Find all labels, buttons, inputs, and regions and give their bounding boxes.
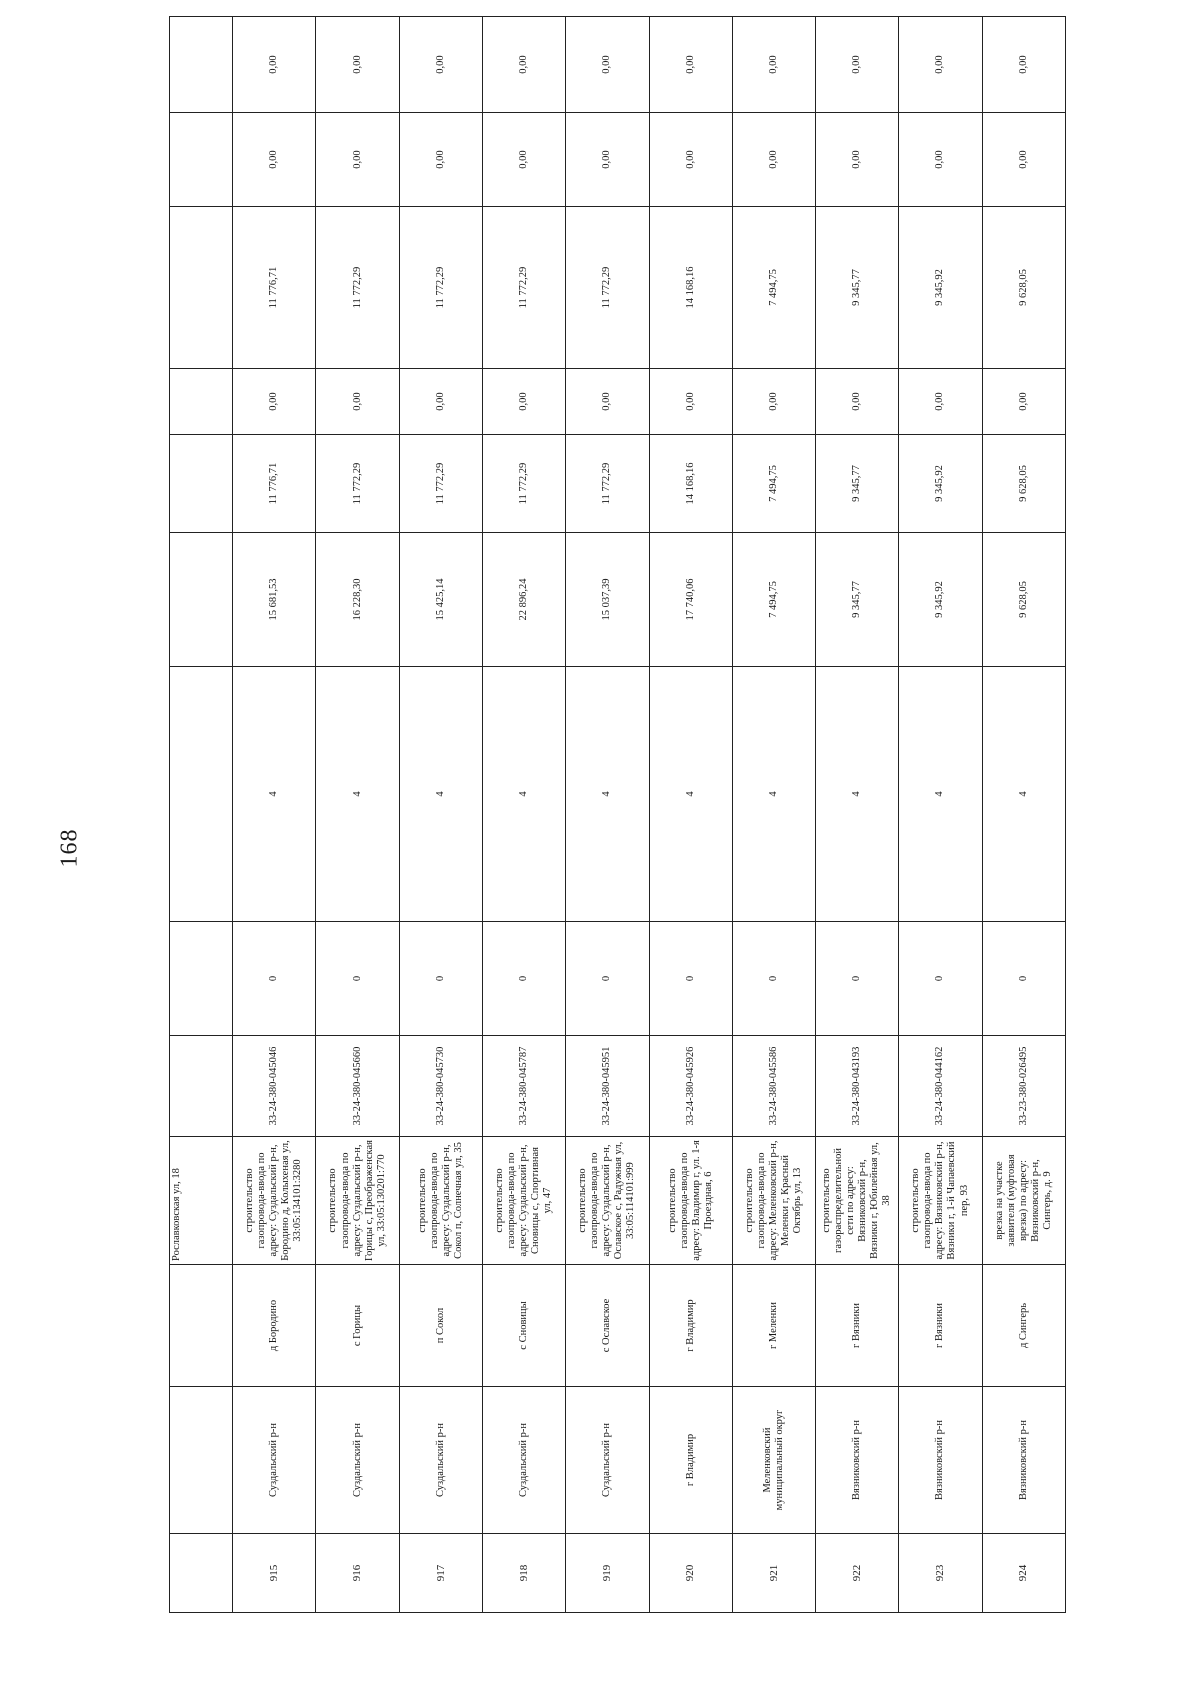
cell-district: Суздальский р-н <box>399 1387 482 1534</box>
cell-v2: 11 772,29 <box>316 435 399 533</box>
cell-district: Суздальский р-н <box>233 1387 316 1534</box>
cell-num <box>170 1534 233 1613</box>
cell-description: строительство газопровода-ввода по адресу: Владимир г, ул. 1-я Проездная, 6 <box>649 1137 732 1265</box>
cell-v2: 14 168,16 <box>649 435 732 533</box>
cell-v3: 0,00 <box>316 369 399 435</box>
cell-v2: 11 776,71 <box>233 435 316 533</box>
cell-num: 918 <box>483 1534 566 1613</box>
cell-description: строительство газопровода-ввода по адресу: Суздальский р-н, Сновицы с, Спортивная ул, 47 <box>483 1137 566 1265</box>
cell-num: 920 <box>649 1534 732 1613</box>
cell-locality: с Горицы <box>316 1265 399 1387</box>
cell-c2: 4 <box>649 667 732 922</box>
table-row <box>233 17 316 1613</box>
cell-num: 923 <box>899 1534 982 1613</box>
cell-district: Суздальский р-н <box>316 1387 399 1534</box>
cell-description: строительство газопровода-ввода по адресу: Суздальский р-н, Ославское с, Радужная ул, 33:05:114101:999 <box>566 1137 649 1265</box>
cell-c2: 4 <box>233 667 316 922</box>
cell-locality: п Сокол <box>399 1265 482 1387</box>
cell-district: Вязниковский р-н <box>899 1387 982 1534</box>
cell-district: Суздальский р-н <box>566 1387 649 1534</box>
cell-v5 <box>170 113 233 207</box>
cell-locality: г Владимир <box>649 1265 732 1387</box>
cell-v1: 16 228,30 <box>316 533 399 667</box>
cell-v4: 14 168,16 <box>649 207 732 369</box>
cell-v2 <box>170 435 233 533</box>
cell-district: Меленковский муниципальный округ <box>732 1387 815 1534</box>
cell-locality: д Сингерь <box>982 1265 1065 1387</box>
cell-locality: с Ославское <box>566 1265 649 1387</box>
table-row <box>899 17 982 1613</box>
cell-v1: 15 681,53 <box>233 533 316 667</box>
cell-id: 33-23-380-026495 <box>982 1036 1065 1137</box>
cell-num: 916 <box>316 1534 399 1613</box>
cell-c1: 0 <box>732 922 815 1036</box>
cell-v3: 0,00 <box>566 369 649 435</box>
cell-v2: 11 772,29 <box>566 435 649 533</box>
cell-v1: 9 628,05 <box>982 533 1065 667</box>
cell-v3: 0,00 <box>233 369 316 435</box>
cell-v6: 0,00 <box>899 17 982 113</box>
table-row <box>816 17 899 1613</box>
cell-c1: 0 <box>483 922 566 1036</box>
cell-c1: 0 <box>316 922 399 1036</box>
cell-c1: 0 <box>816 922 899 1036</box>
table-row <box>316 17 399 1613</box>
cell-id: 33-24-380-045660 <box>316 1036 399 1137</box>
cell-c1: 0 <box>566 922 649 1036</box>
cell-v5: 0,00 <box>399 113 482 207</box>
page-number: 168 <box>56 828 83 868</box>
cell-c2: 4 <box>732 667 815 922</box>
cell-description: строительство газопровода-ввода по адресу: Меленковский р-н, Меленки г, Красный Октябрь ул, 13 <box>732 1137 815 1265</box>
data-table <box>169 16 1066 1613</box>
cell-c1: 0 <box>982 922 1065 1036</box>
cell-locality: г Вязники <box>816 1265 899 1387</box>
cell-v3: 0,00 <box>816 369 899 435</box>
table-row <box>483 17 566 1613</box>
cell-c1 <box>170 922 233 1036</box>
cell-description: строительство газопровода-ввода по адресу: Вязниковский р-н, Вязники г, 1-й Чапаевский пер, 93 <box>899 1137 982 1265</box>
cell-num: 922 <box>816 1534 899 1613</box>
cell-district: Суздальский р-н <box>483 1387 566 1534</box>
cell-c2: 4 <box>899 667 982 922</box>
cell-v5: 0,00 <box>816 113 899 207</box>
cell-v3: 0,00 <box>982 369 1065 435</box>
cell-v2: 9 628,05 <box>982 435 1065 533</box>
cell-v1: 9 345,77 <box>816 533 899 667</box>
cell-num: 921 <box>732 1534 815 1613</box>
cell-description: строительство газопровода-ввода по адресу: Суздальский р-н, Сокол п, Солнечная ул, 35 <box>399 1137 482 1265</box>
cell-v2: 11 772,29 <box>399 435 482 533</box>
cell-v5: 0,00 <box>982 113 1065 207</box>
cell-district: Вязниковский р-н <box>982 1387 1065 1534</box>
table-row <box>732 17 815 1613</box>
cell-v4: 9 628,05 <box>982 207 1065 369</box>
cell-id: 33-24-380-044162 <box>899 1036 982 1137</box>
cell-v4: 11 772,29 <box>399 207 482 369</box>
cell-description: врезка на участке заявителя (муфтовая врезка) по адресу: Вязниковский р-н, Сингерь, д. 9 <box>982 1137 1065 1265</box>
cell-v5: 0,00 <box>483 113 566 207</box>
cell-id: 33-24-380-045926 <box>649 1036 732 1137</box>
cell-num: 915 <box>233 1534 316 1613</box>
cell-description: строительство газопровода-ввода по адресу: Суздальский р-н, Бородино д, Колыхеная ул, 33:05:134101:3280 <box>233 1137 316 1265</box>
cell-id <box>170 1036 233 1137</box>
cell-v1: 17 740,06 <box>649 533 732 667</box>
cell-id: 33-24-380-045046 <box>233 1036 316 1137</box>
cell-num: 917 <box>399 1534 482 1613</box>
cell-v3: 0,00 <box>899 369 982 435</box>
cell-v2: 9 345,92 <box>899 435 982 533</box>
cell-c1: 0 <box>899 922 982 1036</box>
cell-description: строительство газораспределительной сети по адресу: Вязниковский р-н, Вязники г, Юбилейная ул, 38 <box>816 1137 899 1265</box>
cell-c2: 4 <box>982 667 1065 922</box>
cell-v4: 11 772,29 <box>566 207 649 369</box>
cell-id: 33-24-380-045951 <box>566 1036 649 1137</box>
cell-v1: 9 345,92 <box>899 533 982 667</box>
cell-c2: 4 <box>399 667 482 922</box>
cell-v5: 0,00 <box>233 113 316 207</box>
cell-v4: 7 494,75 <box>732 207 815 369</box>
cell-id: 33-24-380-045586 <box>732 1036 815 1137</box>
cell-v3: 0,00 <box>399 369 482 435</box>
cell-v6 <box>170 17 233 113</box>
cell-v6: 0,00 <box>399 17 482 113</box>
cell-v6: 0,00 <box>316 17 399 113</box>
cell-c1: 0 <box>233 922 316 1036</box>
cell-v5: 0,00 <box>566 113 649 207</box>
rotated-table-container <box>169 55 1066 1613</box>
cell-description: Рославковская ул, 18 <box>170 1137 233 1265</box>
cell-v3 <box>170 369 233 435</box>
cell-id: 33-24-380-043193 <box>816 1036 899 1137</box>
cell-num: 924 <box>982 1534 1065 1613</box>
cell-v4: 11 772,29 <box>483 207 566 369</box>
cell-v4: 11 776,71 <box>233 207 316 369</box>
cell-v5: 0,00 <box>732 113 815 207</box>
cell-c2: 4 <box>483 667 566 922</box>
cell-c1: 0 <box>399 922 482 1036</box>
cell-c2: 4 <box>566 667 649 922</box>
cell-v1: 15 425,14 <box>399 533 482 667</box>
cell-id: 33-24-380-045787 <box>483 1036 566 1137</box>
cell-v6: 0,00 <box>982 17 1065 113</box>
table-body <box>170 17 1066 1613</box>
table-row <box>566 17 649 1613</box>
cell-c1: 0 <box>649 922 732 1036</box>
cell-v3: 0,00 <box>732 369 815 435</box>
cell-v1: 7 494,75 <box>732 533 815 667</box>
cell-c2 <box>170 667 233 922</box>
cell-v4 <box>170 207 233 369</box>
table-row <box>399 17 482 1613</box>
cell-v2: 9 345,77 <box>816 435 899 533</box>
cell-v1: 15 037,39 <box>566 533 649 667</box>
cell-v5: 0,00 <box>649 113 732 207</box>
cell-v6: 0,00 <box>483 17 566 113</box>
cell-v5: 0,00 <box>316 113 399 207</box>
cell-locality: с Сновицы <box>483 1265 566 1387</box>
cell-v4: 11 772,29 <box>316 207 399 369</box>
table-row-continuation <box>170 17 233 1613</box>
cell-v3: 0,00 <box>483 369 566 435</box>
cell-v2: 7 494,75 <box>732 435 815 533</box>
cell-v4: 9 345,77 <box>816 207 899 369</box>
cell-district: Вязниковский р-н <box>816 1387 899 1534</box>
cell-v6: 0,00 <box>233 17 316 113</box>
table-row <box>649 17 732 1613</box>
cell-v6: 0,00 <box>816 17 899 113</box>
cell-v2: 11 772,29 <box>483 435 566 533</box>
cell-v6: 0,00 <box>649 17 732 113</box>
cell-id: 33-24-380-045730 <box>399 1036 482 1137</box>
cell-locality: г Меленки <box>732 1265 815 1387</box>
table-row <box>982 17 1065 1613</box>
cell-v6: 0,00 <box>566 17 649 113</box>
cell-v5: 0,00 <box>899 113 982 207</box>
cell-v6: 0,00 <box>732 17 815 113</box>
cell-locality <box>170 1265 233 1387</box>
cell-locality: д Бородино <box>233 1265 316 1387</box>
cell-description: строительство газопровода-ввода по адресу: Суздальский р-н, Горицы с, Преображенская ул, 33:05:130201:770 <box>316 1137 399 1265</box>
cell-v3: 0,00 <box>649 369 732 435</box>
cell-v1 <box>170 533 233 667</box>
cell-c2: 4 <box>816 667 899 922</box>
cell-district <box>170 1387 233 1534</box>
cell-v1: 22 896,24 <box>483 533 566 667</box>
cell-c2: 4 <box>316 667 399 922</box>
cell-num: 919 <box>566 1534 649 1613</box>
cell-locality: г Вязники <box>899 1265 982 1387</box>
cell-district: г Владимир <box>649 1387 732 1534</box>
cell-v4: 9 345,92 <box>899 207 982 369</box>
